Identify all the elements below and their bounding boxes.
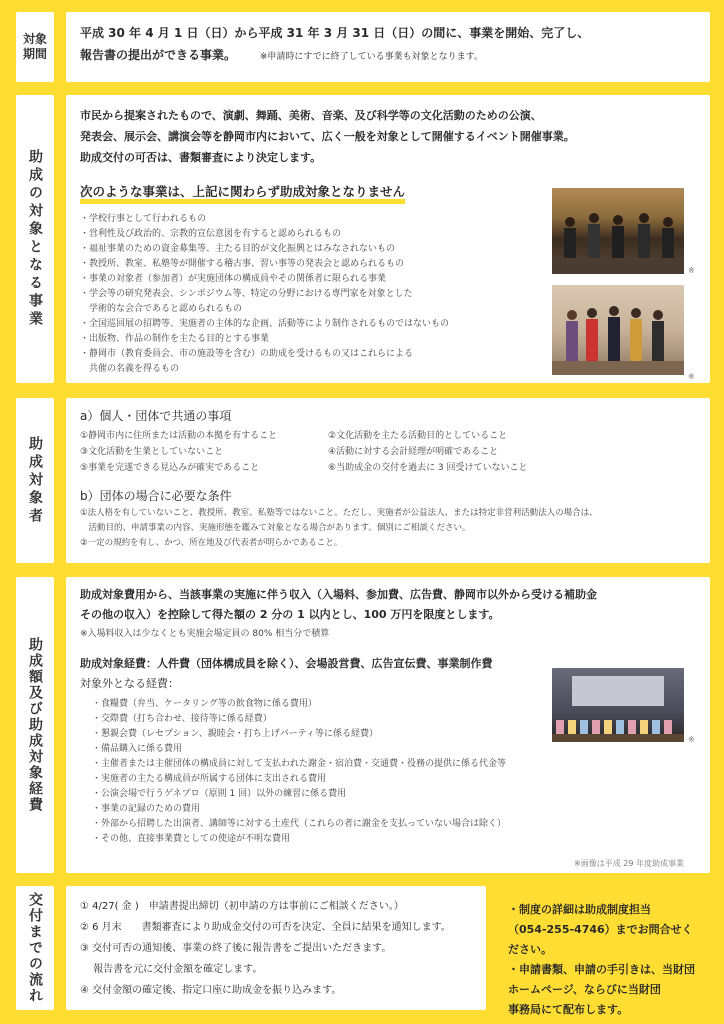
exclusion-item: ・学校行事として行われるもの <box>80 214 207 224</box>
exclusion-item: 学術的な会合であると認められるもの <box>80 304 243 314</box>
period-line1: 平成 30 年 4 月 1 日（日）から平成 31 年 3 月 31 日（日）の間に、事業を開始、完了し、 <box>80 26 590 40</box>
amount-side-label-box <box>16 577 54 873</box>
concert-band-photo <box>552 188 684 274</box>
photo-mark-3: ※ <box>688 735 695 744</box>
amount-intro-1: 助成対象費用から、当該事業の実施に伴う収入（入場料、参加費、広告費、静岡市以外から受ける補助金 <box>80 588 597 601</box>
eligible-side-text: 助成対象者 <box>27 435 43 526</box>
stage-silhouettes <box>552 285 684 375</box>
period-side-text: 対象期間 <box>22 32 47 61</box>
period-panel <box>66 12 710 82</box>
not-covered-item: ・公演会場で行うゲネプロ（原則 1 回）以外の練習に係る費用 <box>92 789 347 799</box>
eligible-b-item: ②一定の規約を有し、かつ、所在地及び代表者が明らかであること。 <box>80 538 343 548</box>
eligible-a-item: ②文化活動を主たる活動目的としていること <box>328 431 508 441</box>
flow-step: 報告書を元に交付金額を確定します。 <box>80 964 263 975</box>
not-covered-item: ・その他、直接事業費としての使途が不明な費用 <box>92 834 291 844</box>
not-covered-item: ・主催者または主催団体の構成員に対して支払われた謝金・宿泊費・交通費・役務の提供に係る代金等 <box>92 759 507 769</box>
eligible-a-item: ⑥当助成金の交付を過去に 3 回受けていないこと <box>328 463 528 473</box>
eligible-b-heading: b）団体の場合に必要な条件 <box>80 489 232 503</box>
exclusion-item: ・事業の対象者（参加者）が実施団体の構成員やその関係者に限られる事業 <box>80 274 387 284</box>
eligible-a-item: ④活動に対する会計経理が明確であること <box>328 447 499 457</box>
flow-side-text: 交付までの流れ <box>27 892 43 1004</box>
flow-step: ④ 交付金額の確定後、指定口座に助成金を振り込みます。 <box>80 985 342 996</box>
flow-step: ① 4/27( 金 ) 申請書提出締切（初申請の方は事前にご相談ください。） <box>80 901 404 912</box>
period-line2: 報告書の提出ができる事業。 <box>80 48 237 62</box>
photo-caption: ※画像は平成 29 年度助成事業 <box>574 859 684 868</box>
not-covered-heading: 対象外となる経費： <box>80 677 179 690</box>
not-covered-item: ・外部から招聘した出演者、講師等に対する土産代（これらの者に謝金を支払っていない場合は除く） <box>92 819 507 829</box>
stage-dance-photo <box>552 285 684 375</box>
contact-line: 事務局にて配布します。 <box>508 1003 629 1016</box>
exclusion-item: ・全国巡回展の招聘等、実施者の主体的な企画、活動等により制作されるものではないもの <box>80 319 450 329</box>
eligible-b-item: 活動目的、申請事業の内容、実施形態を鑑みて対象となる場合があります。個別にご相談ください。 <box>80 523 471 533</box>
target-intro-1: 市民から提案されたもので、演劇、舞踊、美術、音楽、及び科学等の文化活動のための公演、 <box>80 109 542 122</box>
contact-line: ホームページ、ならびに当財団 <box>508 983 661 996</box>
period-side-label-box <box>16 12 54 82</box>
eligible-a-item: ⑤事業を完遂できる見込みが確実であること <box>80 463 260 473</box>
eligible-a-item: ③文化活動を生業としていないこと <box>80 447 224 457</box>
eligible-panel <box>66 398 710 563</box>
eligible-side-label-box <box>16 398 54 563</box>
amount-side-text: 助成額及び助成対象経費 <box>27 637 43 813</box>
not-covered-item: ・備品購入に係る費用 <box>92 744 183 754</box>
not-covered-item: ・食糧費（弁当、ケータリング等の飲食物に係る費用） <box>92 699 317 709</box>
target-intro-3: 助成交付の可否は、書類審査により決定します。 <box>80 151 322 164</box>
amount-intro-2: その他の収入）を控除して得た額の 2 分の 1 以内とし、100 万円を限度とします。 <box>80 608 500 621</box>
exclusion-item: ・福祉事業のための資金募集等、主たる目的が文化振興とはみなされないもの <box>80 244 396 254</box>
exclusion-item: ・静岡市（教育委員会、市の施設等を含む）の助成を受けるもの又はこれらによる <box>80 349 414 359</box>
recital-silhouettes <box>552 668 684 742</box>
contact-box <box>496 886 710 1016</box>
contact-line: （054-255-4746）までお問合せください。 <box>508 923 693 956</box>
not-covered-item: ・交際費（打ち合わせ、接待等に係る経費） <box>92 714 272 724</box>
exclusion-heading: 次のような事業は、上記に関わらず助成対象となりません <box>80 184 406 199</box>
exclusion-item: ・営利性及び政治的、宗教的宣伝意図を有すると認められるもの <box>80 229 342 239</box>
exclusion-item: ・学会等の研究発表会、シンポジウム等、特定の分野における専門家を対象とした <box>80 289 413 299</box>
target-side-text: 助成の対象となる事業 <box>27 149 43 329</box>
flow-step: ③ 交付可否の通知後、事業の終了後に報告書をご提出いただきます。 <box>80 943 392 954</box>
target-side-label-box <box>16 95 54 383</box>
exclusion-heading-wrap <box>80 184 405 204</box>
not-covered-item: ・事業の記録のための費用 <box>92 804 201 814</box>
exclusion-item: ・出版物、作品の制作を主たる目的とする事業 <box>80 334 270 344</box>
band-silhouettes <box>552 188 684 274</box>
flow-side-label-box <box>16 886 54 1010</box>
amount-note: ※入場料収入は少なくとも実施会場定員の 80% 相当分で積算 <box>80 629 330 639</box>
flow-step: ② 6 月末 書類審査により助成金交付の可否を決定、全員に結果を通知します。 <box>80 922 451 933</box>
target-intro-2: 発表会、展示会、講演会等を静岡市内において、広く一般を対象として開催するイベント開催事業。 <box>80 130 575 143</box>
period-note: ※申請時にすでに終了している事業も対象となります。 <box>259 52 483 62</box>
contact-line: ・申請書類、申請の手引きは、当財団 <box>508 963 695 976</box>
eligible-a-grid <box>80 428 696 476</box>
flow-panel <box>66 886 486 1010</box>
eligible-a-item: ①静岡市内に住所または活動の本拠を有すること <box>80 431 278 441</box>
covered-costs: 助成対象経費：人件費（団体構成員を除く）、会場設営費、広告宣伝費、事業制作費 <box>80 657 493 670</box>
exclusion-list <box>80 212 540 377</box>
exclusion-item: 共催の名義を得るもの <box>80 364 180 374</box>
eligible-b-item: ①法人格を有していないこと、教授所、教室、私塾等ではないこと。ただし、実施者が公益法人、または特定非営利活動法人の場合は、 <box>80 508 598 518</box>
not-covered-item: ・実施者の主たる構成員が所属する団体に支出される費用 <box>92 774 327 784</box>
exclusion-item: ・教授所、教室、私塾等が開催する稽古事、習い事等の発表会と認められるもの <box>80 259 405 269</box>
period-line2-row <box>80 44 696 68</box>
contact-line: ・制度の詳細は助成制度担当 <box>508 903 651 916</box>
photo-mark-1: ※ <box>688 266 695 275</box>
photo-mark-2: ※ <box>688 372 695 381</box>
eligible-a-heading: a）個人・団体で共通の事項 <box>80 409 232 423</box>
recital-photo <box>552 668 684 742</box>
not-covered-item: ・懇親会費（レセプション、親睦会・打ち上げパーティ等に係る経費） <box>92 729 379 739</box>
